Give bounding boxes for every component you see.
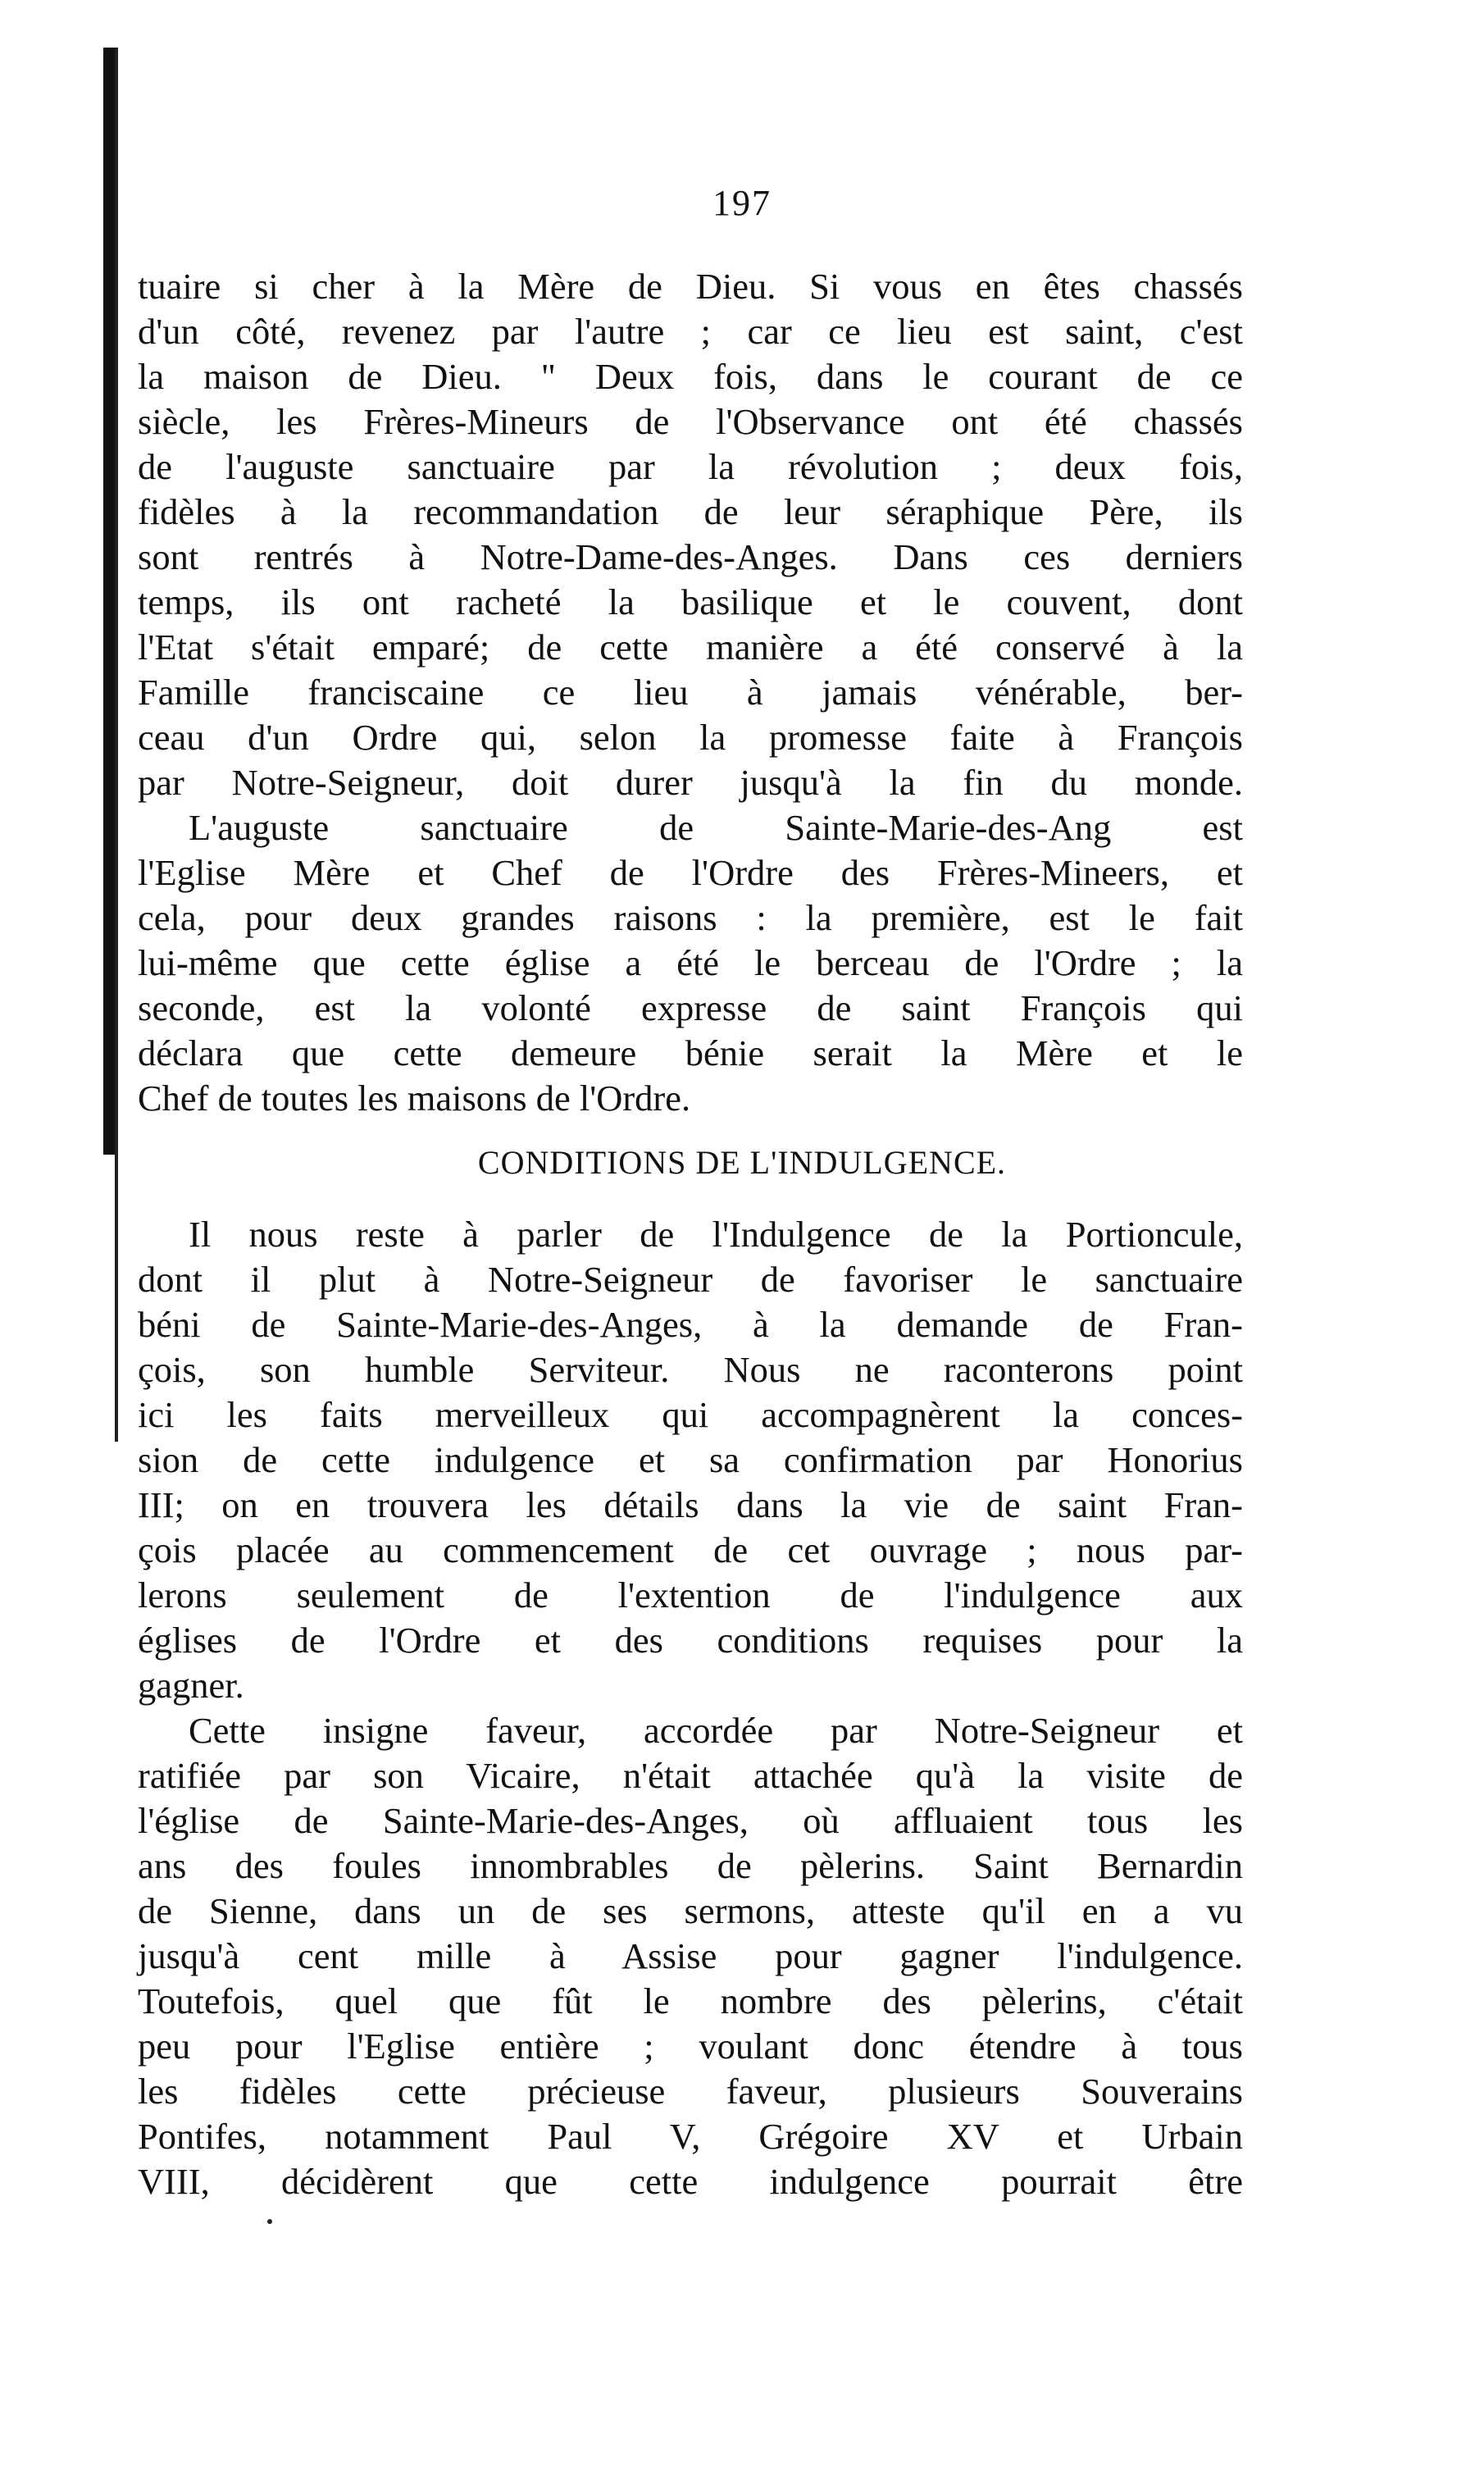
text-line: l'Eglise Mère et Chef de l'Ordre des Frères-Mineers, et: [138, 852, 1243, 893]
text-line: Cette insigne faveur, accordée par Notre-Seigneur et: [189, 1710, 1243, 1751]
text-block-lower: [138, 1212, 1243, 2204]
text-line: Pontifes, notamment Paul V, Grégoire XV et Urbain: [138, 2116, 1243, 2157]
paragraph-4: [138, 1708, 1243, 2204]
text-line: l'église de Sainte-Marie-des-Anges, où affluaient tous les: [138, 1800, 1243, 1841]
text-line: jusqu'à cent mille à Assise pour gagner l'indulgence.: [138, 1935, 1243, 1976]
text-line: sont rentrés à Notre-Dame-des-Anges. Dans ces derniers: [138, 536, 1243, 577]
text-line: béni de Sainte-Marie-des-Anges, à la demande de Fran-: [138, 1304, 1243, 1345]
page-number: 197: [712, 183, 772, 223]
text-line: par Notre-Seigneur, doit durer jusqu'à la fin du monde.: [138, 762, 1243, 803]
text-line: tuaire si cher à la Mère de Dieu. Si vous en êtes chassés: [138, 266, 1243, 307]
text-line: VIII, décidèrent que cette indulgence pourrait être: [138, 2161, 1243, 2202]
text-line: III; on en trouvera les détails dans la vie de saint Fran-: [138, 1484, 1243, 1525]
paragraph-1: [138, 264, 1243, 805]
section-heading: CONDITIONS DE L'INDULGENCE.: [477, 1144, 1007, 1181]
text-line: les fidèles cette précieuse faveur, plusieurs Souverains: [138, 2071, 1243, 2112]
text-line: Il nous reste à parler de l'Indulgence de la Portioncule,: [189, 1214, 1243, 1255]
text-line: églises de l'Ordre et des conditions requises pour la: [138, 1620, 1243, 1661]
text-line: déclara que cette demeure bénie serait la Mère et le: [138, 1032, 1243, 1073]
text-line: de Sienne, dans un de ses sermons, atteste qu'il en a vu: [138, 1890, 1243, 1931]
text-line: Toutefois, quel que fût le nombre des pèlerins, c'était: [138, 1980, 1243, 2021]
text-line: dont il plut à Notre-Seigneur de favoriser le sanctuaire: [138, 1259, 1243, 1300]
text-line: Chef de toutes les maisons de l'Ordre.: [138, 1078, 691, 1119]
paragraph-3: [138, 1212, 1243, 1708]
margin-scan-line: [115, 48, 118, 1442]
text-line: d'un côté, revenez par l'autre ; car ce lieu est saint, c'est: [138, 311, 1243, 352]
text-line: lerons seulement de l'extention de l'indulgence aux: [138, 1575, 1243, 1616]
text-line: ratifiée par son Vicaire, n'était attachée qu'à la visite de: [138, 1755, 1243, 1796]
text-block-upper: [138, 264, 1243, 1121]
text-line: temps, ils ont racheté la basilique et le couvent, dont: [138, 581, 1243, 622]
text-line: Famille franciscaine ce lieu à jamais vénérable, ber-: [138, 672, 1243, 713]
text-line: de l'auguste sanctuaire par la révolution ; deux fois,: [138, 446, 1243, 487]
text-line: ans des foules innombrables de pèlerins. Saint Bernardin: [138, 1845, 1243, 1886]
text-line: siècle, les Frères-Mineurs de l'Observance ont été chassés: [138, 401, 1243, 442]
text-line: seconde, est la volonté expresse de saint François qui: [138, 987, 1243, 1028]
text-line: l'Etat s'était emparé; de cette manière a été conservé à la: [138, 627, 1243, 668]
text-line: sion de cette indulgence et sa confirmation par Honorius: [138, 1439, 1243, 1480]
text-line: ici les faits merveilleux qui accompagnèrent la conces-: [138, 1394, 1243, 1435]
paragraph-2: [138, 805, 1243, 1121]
text-line: peu pour l'Eglise entière ; voulant donc étendre à tous: [138, 2026, 1243, 2067]
text-line: cela, pour deux grandes raisons : la première, est le fait: [138, 897, 1243, 938]
text-line: fidèles à la recommandation de leur séraphique Père, ils: [138, 491, 1243, 532]
text-line: L'auguste sanctuaire de Sainte-Marie-des-Ang est: [189, 807, 1243, 848]
text-line: çois, son humble Serviteur. Nous ne raconterons point: [138, 1349, 1243, 1390]
text-line: ceau d'un Ordre qui, selon la promesse faite à François: [138, 717, 1243, 758]
text-line: çois placée au commencement de cet ouvrage ; nous par-: [138, 1529, 1243, 1570]
text-line: lui-même que cette église a été le berceau de l'Ordre ; la: [138, 942, 1243, 983]
text-line: la maison de Dieu. " Deux fois, dans le courant de ce: [138, 356, 1243, 397]
text-line: gagner.: [138, 1665, 244, 1706]
print-speck: [267, 2219, 272, 2224]
